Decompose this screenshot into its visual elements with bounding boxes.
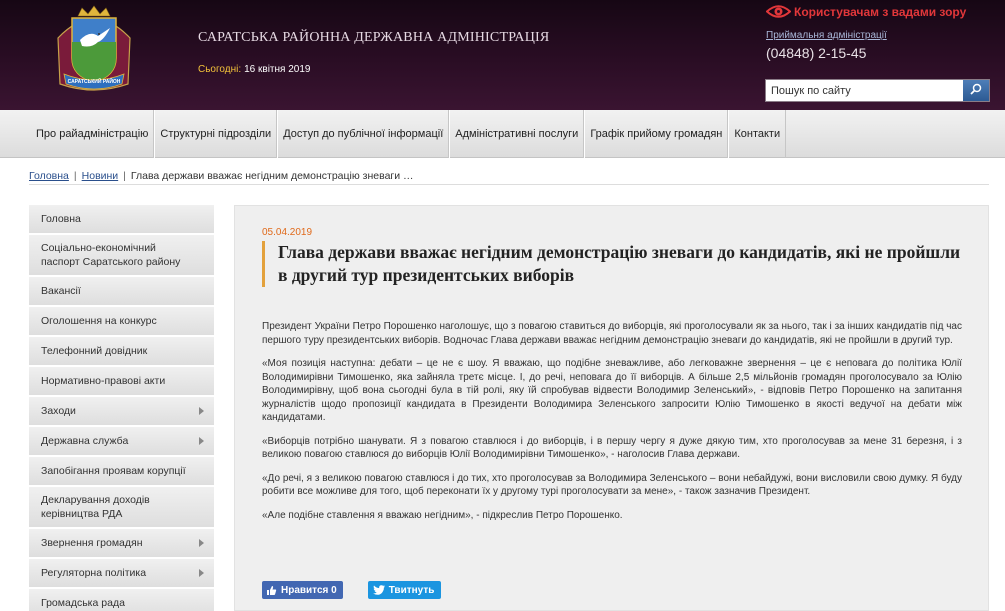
sidebar-item-competition[interactable]	[29, 307, 214, 337]
sidebar-item-label: Звернення громадян	[41, 537, 143, 549]
sidebar-item-label: Вакансії	[41, 285, 81, 297]
nav-item-about[interactable]: Про райадміністрацію	[31, 110, 154, 158]
sidebar-item-label: Декларування доходів керівництва РДА	[41, 494, 150, 520]
tweet-label: Твитнуть	[388, 584, 435, 596]
sidebar-item-legal-acts[interactable]	[29, 367, 214, 397]
article-paragraph: «Виборців потрібно шанувати. Я з повагою ставлюся і до виборців, і в першу чергу я дуже дякую тим, хто проголосував за мене 31 березня, і з великою повагою ставлюся до виборців Юлії Володимирівни Тимошенко», - наголосив Глава держави.	[262, 435, 962, 460]
nav-item-reception-schedule[interactable]: Графік прийому громадян	[584, 110, 728, 158]
search-form	[765, 79, 990, 102]
sidebar-item-label: Державна служба	[41, 435, 129, 447]
sidebar-item-income-declaration[interactable]	[29, 487, 214, 529]
chevron-right-icon	[199, 569, 204, 577]
facebook-like-button[interactable]	[262, 581, 343, 599]
sidebar-item-public-council[interactable]	[29, 589, 214, 611]
search-input[interactable]	[766, 80, 963, 101]
facebook-like-label: Нравится 0	[281, 584, 337, 596]
breadcrumb-separator: |	[73, 170, 77, 182]
sidebar-item-label: Заходи	[41, 405, 76, 417]
article	[234, 205, 989, 611]
sidebar-item-vacancies[interactable]	[29, 277, 214, 307]
site-header	[0, 0, 1005, 110]
breadcrumb-separator: |	[123, 170, 126, 182]
today-value: 16 квітня 2019	[244, 64, 311, 75]
article-paragraph: Президент України Петро Порошенко наголошує, що з повагою ставиться до виборців, які проголосували як за нього, так і за інших кандидатів під час першого туру президентських виборів. Водночас Глава держави вважає негідним демонстрацію зневаги до кандидатів, які не пройшли в другий тур.	[262, 321, 962, 346]
article-paragraph: «До речі, я з великою повагою ставлюся і до тих, хто проголосував за Володимира Зеленського – вони небайдужі, вони висловили свою думку. Я буду робити все можливе для того, щоб переконати їх у другому турі проголосувати за мене», - також зазначив Президент.	[262, 472, 962, 497]
share-buttons	[262, 581, 441, 599]
sidebar-item-label: Регуляторна політика	[41, 567, 147, 579]
today-label: Сьогодні:	[198, 64, 242, 75]
tweet-button[interactable]	[368, 581, 442, 599]
sidebar-item-label: Телефонний довідник	[41, 345, 148, 357]
today-date	[198, 64, 310, 75]
chevron-right-icon	[199, 437, 204, 445]
nav-item-public-info[interactable]: Доступ до публічної інформації	[277, 110, 449, 158]
chevron-right-icon	[199, 539, 204, 547]
sidebar-item-home[interactable]	[29, 205, 214, 235]
sidebar-item-label: Нормативно-правові акти	[41, 375, 166, 387]
reception-phone: (04848) 2-15-45	[766, 45, 867, 61]
sidebar-item-events[interactable]	[29, 397, 214, 427]
article-body	[262, 320, 962, 532]
breadcrumb-current: Глава держави вважає негідним демонстрацію зневаги …	[130, 170, 414, 182]
sidebar-item-civil-service[interactable]	[29, 427, 214, 457]
site-title[interactable]: САРАТСЬКА РАЙОННА ДЕРЖАВНА АДМІНІСТРАЦІЯ	[198, 30, 550, 45]
article-date: 05.04.2019	[262, 227, 313, 238]
coat-of-arms-icon[interactable]	[52, 4, 136, 96]
sidebar-item-label: Громадська рада	[41, 597, 125, 609]
eye-icon	[766, 3, 791, 20]
sidebar-item-label: Головна	[41, 213, 81, 225]
nav-item-contacts[interactable]: Контакти	[728, 110, 786, 158]
breadcrumb-news[interactable]: Новини	[81, 170, 119, 182]
article-title: Глава держави вважає негідним демонстрацію зневаги до кандидатів, які не пройшли в другий тур президентських виборів	[262, 241, 962, 287]
nav-item-admin-services[interactable]: Адміністративні послуги	[449, 110, 584, 158]
breadcrumb	[29, 170, 414, 182]
sidebar-item-phonebook[interactable]	[29, 337, 214, 367]
breadcrumb-home[interactable]: Головна	[29, 170, 69, 182]
vision-impaired-link[interactable]	[766, 3, 966, 20]
sidebar-item-citizen-appeals[interactable]	[29, 529, 214, 559]
sidebar-item-regulatory-policy[interactable]	[29, 559, 214, 589]
breadcrumb-divider	[29, 184, 989, 185]
sidebar-menu	[29, 205, 214, 611]
search-button[interactable]	[963, 80, 989, 101]
sidebar-item-label: Запобігання проявам корупції	[41, 465, 186, 477]
twitter-bird-icon	[373, 585, 385, 595]
thumbs-up-icon	[266, 585, 277, 596]
article-paragraph: «Моя позиція наступна: дебати – це не є шоу. Я вважаю, що подібне зневажливе, або легковажне звернення – це є неповага до політика Юлії Володимирівни Тимошенко, яка зайняла третє місце. І, до речі, неповага до її виборців. А більше 2,5 мільйонів громадян проголосувало за Юлію Володимирівну, щоб вона сьогодні була в тій ролі, яку їй спробував відвести Володимир Зеленський», - відповів Петро Порошенко на запитання журналістів щодо пропозиції кандидата в Президенти Володимира Зеленського запросити Юлію Тимошенко в якості ведучої на дебати між кандидатами.	[262, 358, 962, 423]
sidebar-item-passport[interactable]	[29, 235, 214, 277]
chevron-right-icon	[199, 407, 204, 415]
search-icon	[970, 82, 982, 100]
reception-label[interactable]: Приймальня адміністрації	[766, 30, 887, 41]
nav-item-departments[interactable]: Структурні підрозділи	[154, 110, 277, 158]
sidebar-item-label: Соціально-економічний паспорт Саратського району	[41, 242, 181, 268]
svg-text:САРАТСЬКИЙ РАЙОН: САРАТСЬКИЙ РАЙОН	[67, 79, 121, 85]
sidebar-item-anticorruption[interactable]	[29, 457, 214, 487]
main-nav	[0, 110, 1005, 158]
vision-link-label[interactable]: Користувачам з вадами зору	[794, 4, 967, 19]
article-paragraph: «Але подібне ставлення я вважаю негідним», - підкреслив Петро Порошенко.	[262, 509, 623, 521]
sidebar-item-label: Оголошення на конкурс	[41, 315, 157, 327]
